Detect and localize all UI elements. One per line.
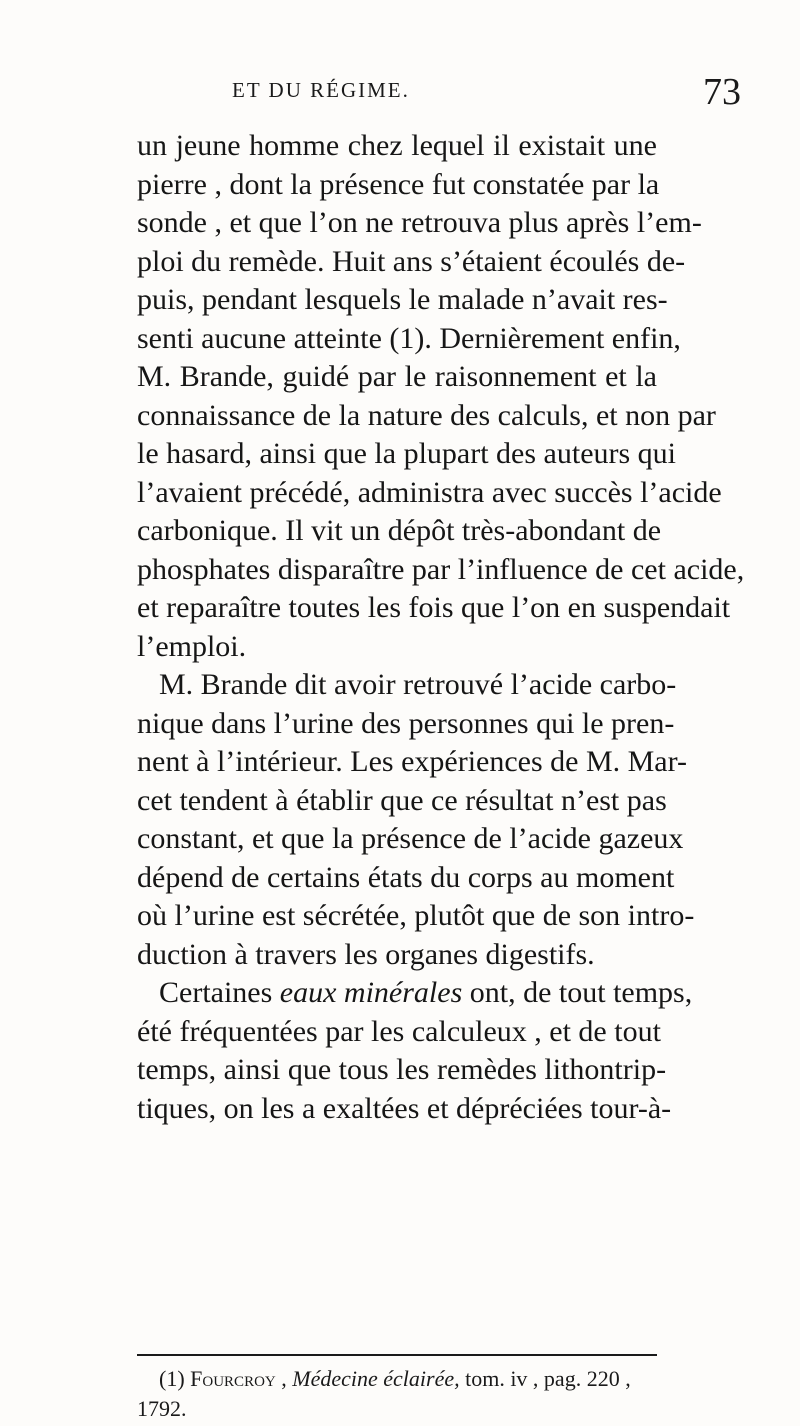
body-text [137, 127, 745, 1128]
footnote-rule [137, 1354, 657, 1356]
text-line: pierre , dont la présence fut constatée par la [137, 167, 660, 201]
text-line: l’avaient précédé, administra avec succès l’acide [137, 475, 722, 509]
footnote-marker: (1) [159, 1366, 185, 1391]
text-line: cet tendent à établir que ce résultat n’est pas [137, 783, 667, 817]
text-fragment: ont, de tout temps, [462, 976, 693, 1009]
footnote-title: Médecine éclairée, [292, 1366, 460, 1391]
text-line: carbonique. Il vit un dépôt très-abondant de [137, 514, 662, 547]
text-line: puis, pendant lesquels le malade n’avait res- [137, 283, 668, 316]
text-line: constant, et que la présence de l’acide gazeux [137, 822, 684, 855]
text-line: ploi du remède. Huit ans s’étaient écoulés de- [137, 244, 686, 278]
running-head: ET DU RÉGIME. [232, 78, 410, 102]
text-line: où l’urine est sécrétée, plutôt que de son intro- [137, 899, 695, 932]
footnote [137, 1364, 657, 1424]
text-line: connaissance de la nature des calculs, et non par [137, 398, 716, 432]
text-line: duction à travers les organes digestifs. [137, 937, 595, 971]
page-number: 73 [703, 71, 741, 113]
text-line: senti aucune atteinte (1). Dernièrement enfin, [137, 321, 681, 355]
text-line: le hasard, ainsi que la plupart des auteurs qui [137, 437, 677, 470]
text-line: un jeune homme chez lequel il existait une [137, 129, 657, 162]
text-line: nent à l’intérieur. Les expériences de M. Mar- [137, 745, 688, 778]
footnote-author: Fourcroy [190, 1366, 276, 1391]
text-line: été fréquentées par les calculeux , et de tout [137, 1014, 661, 1048]
text-line: phosphates disparaître par l’influence de cet acide, [137, 552, 745, 586]
text-line: tiques, on les a exaltées et dépréciées tour-à- [137, 1091, 672, 1125]
text-line: sonde , et que l’on ne retrouva plus après l’em- [137, 206, 702, 239]
text-line: et reparaître toutes les fois que l’on en suspendait [137, 591, 731, 624]
text-line: M. Brande dit avoir retrouvé l’acide carbo- [159, 668, 677, 701]
italic-phrase: eaux minérales [279, 976, 463, 1009]
footnote-line [137, 1364, 657, 1394]
text-line: M. Brande, guidé par le raisonnement et la [137, 360, 657, 393]
text-line: dépend de certains états du corps au moment [137, 860, 675, 894]
footnote-separator: , [275, 1366, 293, 1391]
footnote-year: 1792. [137, 1396, 187, 1421]
text-line: nique dans l’urine des personnes qui le pren- [137, 706, 675, 740]
footnote-citation: tom. iv , pag. 220 , [459, 1366, 631, 1391]
text-fragment: Certaines [159, 976, 280, 1009]
text-line: l’emploi. [137, 629, 247, 663]
text-line [137, 974, 693, 1013]
text-line: temps, ainsi que tous les remèdes lithontrip- [137, 1053, 667, 1086]
